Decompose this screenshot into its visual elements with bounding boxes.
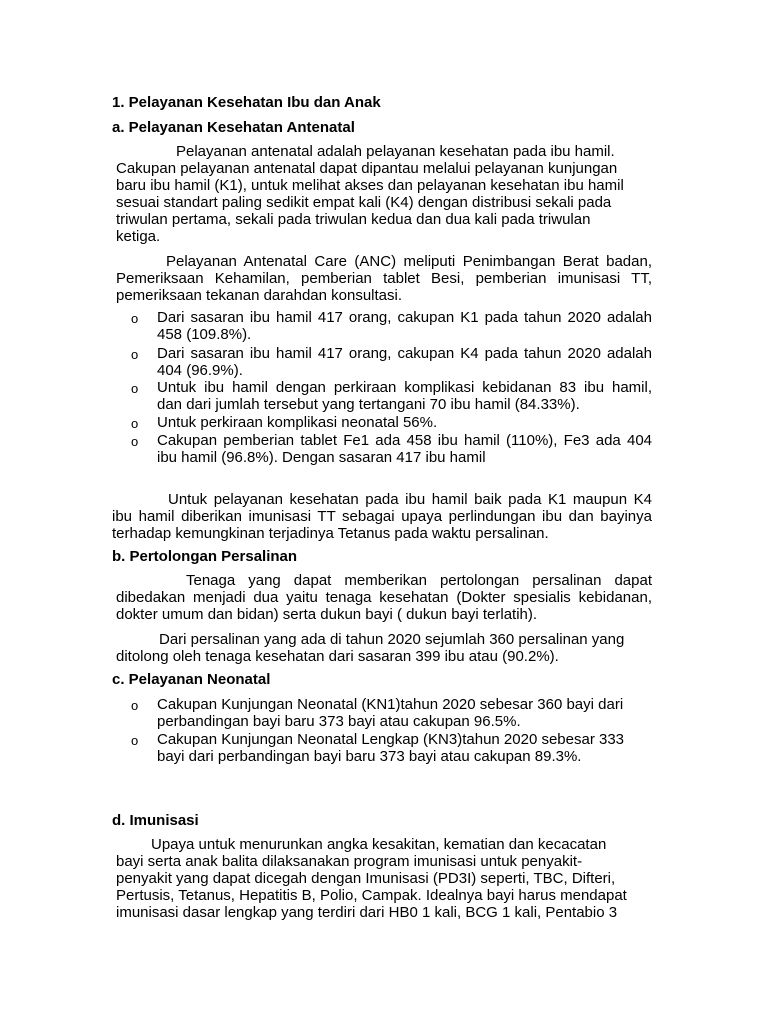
bullet-marker: o xyxy=(131,347,139,362)
bullet-item-line: Cakupan Kunjungan Neonatal Lengkap (KN3)tahun 2020 sebesar 333 xyxy=(157,731,625,748)
bullet-marker: o xyxy=(131,733,139,748)
bullet-marker: o xyxy=(131,434,139,449)
paragraph-line: Pelayanan antenatal adalah pelayanan kesehatan pada ibu hamil. xyxy=(176,143,615,160)
paragraph-line: sesuai standart paling sedikit empat kali (K4) dengan distribusi sekali pada xyxy=(116,194,612,211)
paragraph-line: baru ibu hamil (K1), untuk melihat akses dan pelayanan kesehatan ibu hamil xyxy=(116,177,624,194)
bullet-item-line: Cakupan pemberian tablet Fe1 ada 458 ibu hamil (110%), Fe3 ada 404 xyxy=(157,432,652,449)
paragraph-line: Tenaga yang dapat memberikan pertolongan persalinan dapat xyxy=(186,572,652,589)
paragraph-line: Pemeriksaan Kehamilan, pemberian tablet Besi, pemberian imunisasi TT, xyxy=(116,270,652,287)
paragraph-line: terhadap kemungkinan terjadinya Tetanus pada waktu persalinan. xyxy=(112,525,549,542)
paragraph-line: Upaya untuk menurunkan angka kesakitan, kematian dan kecacatan xyxy=(151,836,607,853)
paragraph-line: imunisasi dasar lengkap yang terdiri dari HB0 1 kali, BCG 1 kali, Pentabio 3 xyxy=(116,904,618,921)
paragraph-line: bayi serta anak balita dilaksanakan program imunisasi untuk penyakit- xyxy=(116,853,583,870)
bullet-item-line: Dari sasaran ibu hamil 417 orang, cakupan K1 pada tahun 2020 adalah xyxy=(157,309,652,326)
bullet-marker: o xyxy=(131,311,139,326)
paragraph-line: Cakupan pelayanan antenatal dapat dipantau melalui pelayanan kunjungan xyxy=(116,160,618,177)
paragraph-line: Untuk pelayanan kesehatan pada ibu hamil baik pada K1 maupun K4 xyxy=(168,491,652,508)
bullet-marker: o xyxy=(131,698,139,713)
paragraph-line: ditolong oleh tenaga kesehatan dari sasaran 399 ibu atau (90.2%). xyxy=(116,648,559,665)
bullet-item-line: 458 (109.8%). xyxy=(157,326,252,343)
bullet-marker: o xyxy=(131,416,139,431)
bullet-item-line: perbandingan bayi baru 373 bayi atau cakupan 96.5%. xyxy=(157,713,521,730)
paragraph-line: triwulan pertama, sekali pada triwulan kedua dan dua kali pada triwulan xyxy=(116,211,591,228)
bullet-item-line: ibu hamil (96.8%). Dengan sasaran 417 ibu hamil xyxy=(157,449,486,466)
paragraph-line: pemeriksaan tekanan darahdan konsultasi. xyxy=(116,287,403,304)
bullet-marker: o xyxy=(131,381,139,396)
paragraph-line: dokter umum dan bidan) serta dukun bayi ( dukun bayi terlatih). xyxy=(116,606,538,623)
bullet-item-line: Untuk ibu hamil dengan perkiraan komplikasi kebidanan 83 ibu hamil, xyxy=(157,379,652,396)
bullet-item-line: bayi dari perbandingan bayi baru 373 bayi atau cakupan 89.3%. xyxy=(157,748,582,765)
paragraph-line: ibu hamil diberikan imunisasi TT sebagai upaya perlindungan ibu dan bayinya xyxy=(112,508,652,525)
bullet-item-line: Dari sasaran ibu hamil 417 orang, cakupan K4 pada tahun 2020 adalah xyxy=(157,345,652,362)
bullet-item-line: dan dari jumlah tersebut yang tertangani 70 ibu hamil (84.33%). xyxy=(157,396,580,413)
bullet-item-line: 404 (96.9%). xyxy=(157,362,243,379)
subsection-heading-neonatal: c. Pelayanan Neonatal xyxy=(112,671,271,688)
section-heading: 1. Pelayanan Kesehatan Ibu dan Anak xyxy=(112,94,381,111)
bullet-item-line: Untuk perkiraan komplikasi neonatal 56%. xyxy=(157,414,438,431)
paragraph-line: ketiga. xyxy=(116,228,161,245)
subsection-heading-antenatal: a. Pelayanan Kesehatan Antenatal xyxy=(112,119,355,136)
paragraph-line: penyakit yang dapat dicegah dengan Imunisasi (PD3I) seperti, TBC, Difteri, xyxy=(116,870,616,887)
bullet-item-line: Cakupan Kunjungan Neonatal (KN1)tahun 2020 sebesar 360 bayi dari xyxy=(157,696,624,713)
paragraph-line: dibedakan menjadi dua yaitu tenaga kesehatan (Dokter spesialis kebidanan, xyxy=(116,589,652,606)
subsection-heading-persalinan: b. Pertolongan Persalinan xyxy=(112,548,298,565)
subsection-heading-imunisasi: d. Imunisasi xyxy=(112,812,199,829)
paragraph-line: Pertusis, Tetanus, Hepatitis B, Polio, Campak. Idealnya bayi harus mendapat xyxy=(116,887,627,904)
paragraph-line: Dari persalinan yang ada di tahun 2020 sejumlah 360 persalinan yang xyxy=(159,631,625,648)
paragraph-line: Pelayanan Antenatal Care (ANC) meliputi Penimbangan Berat badan, xyxy=(166,253,652,270)
